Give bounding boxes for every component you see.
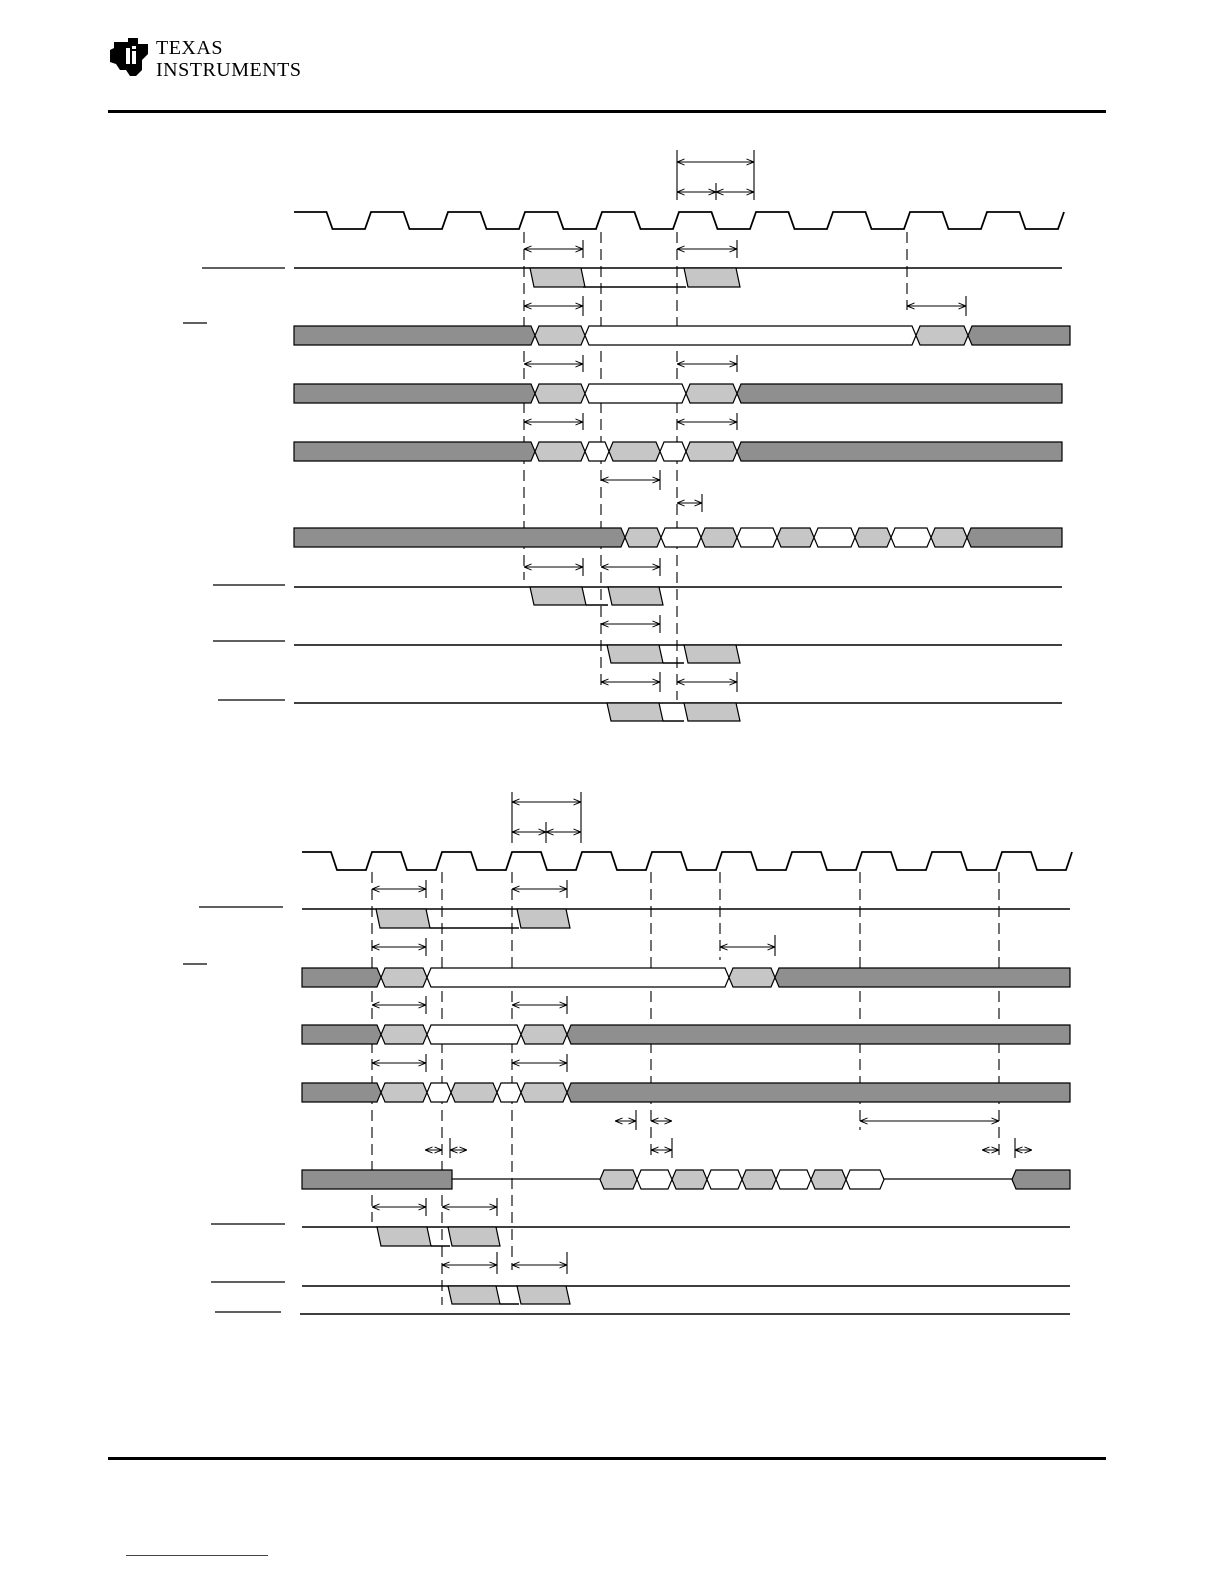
bus-segment xyxy=(302,1083,381,1102)
signal-transition-window xyxy=(684,703,740,721)
bus-segment xyxy=(737,384,1062,403)
bus-segment xyxy=(451,1083,497,1102)
bus-segment xyxy=(381,968,427,987)
upper-bus-signal-2 xyxy=(294,326,1070,345)
bus-segment xyxy=(855,528,891,547)
upper-bus-signal-3 xyxy=(294,384,1062,403)
bus-segment xyxy=(427,968,729,987)
lower-bus-signal-5-start xyxy=(302,1170,452,1189)
bus-segment xyxy=(521,1083,567,1102)
bus-segment xyxy=(916,326,968,345)
lower-signal-6 xyxy=(302,1227,1070,1246)
signal-transition-window xyxy=(530,587,586,605)
upper-bus-signal-4 xyxy=(294,442,1062,461)
upper-signal-8 xyxy=(294,703,1062,721)
bus-segment xyxy=(381,1083,427,1102)
lower-signal-7 xyxy=(302,1286,1070,1304)
lower-signal-1 xyxy=(302,909,1070,928)
bus-segment xyxy=(294,528,625,547)
bus-segment xyxy=(967,528,1062,547)
upper-signal-7 xyxy=(294,645,1062,663)
bus-segment xyxy=(427,1025,521,1044)
bus-segment xyxy=(660,442,686,461)
bus-segment xyxy=(686,442,737,461)
bus-segment xyxy=(609,442,660,461)
bus-segment xyxy=(742,1170,776,1189)
bus-segment xyxy=(427,1083,451,1102)
upper-signal-6 xyxy=(294,587,1062,605)
bus-segment xyxy=(585,442,609,461)
bus-segment xyxy=(294,326,535,345)
bus-segment xyxy=(737,442,1062,461)
bus-segment xyxy=(1012,1170,1070,1189)
bus-segment xyxy=(968,326,1070,345)
clock-waveform xyxy=(294,212,1064,229)
timing-diagram-upper xyxy=(183,150,1070,721)
bus-segment xyxy=(776,1170,811,1189)
bus-segment xyxy=(381,1025,427,1044)
bus-segment xyxy=(777,528,814,547)
signal-transition-window xyxy=(448,1286,500,1304)
bus-segment xyxy=(672,1170,707,1189)
bus-segment xyxy=(294,442,535,461)
bus-segment xyxy=(729,968,775,987)
signal-transition-window xyxy=(684,268,740,287)
bus-segment xyxy=(600,1170,637,1189)
upper-signal-1 xyxy=(294,268,1062,287)
bus-segment xyxy=(846,1170,884,1189)
signal-transition-window xyxy=(377,1227,431,1246)
bus-segment xyxy=(535,326,585,345)
signal-transition-window xyxy=(517,909,570,928)
bus-segment xyxy=(637,1170,672,1189)
lower-bus-signal-5-end xyxy=(1012,1170,1070,1189)
bus-segment xyxy=(625,528,661,547)
bus-segment xyxy=(497,1083,521,1102)
bus-segment xyxy=(585,384,686,403)
clock-waveform xyxy=(302,852,1072,870)
signal-transition-window xyxy=(448,1227,500,1246)
signal-transition-window xyxy=(684,645,740,663)
signal-transition-window xyxy=(608,587,663,605)
company-name-line2: INSTRUMENTS xyxy=(156,59,302,81)
bus-segment xyxy=(294,384,535,403)
bus-segment xyxy=(521,1025,567,1044)
bus-segment xyxy=(811,1170,846,1189)
signal-transition-window xyxy=(530,268,585,287)
bus-segment xyxy=(814,528,855,547)
bus-segment xyxy=(567,1025,1070,1044)
bus-segment xyxy=(302,968,381,987)
bus-segment xyxy=(661,528,701,547)
lower-bus-signal-4 xyxy=(302,1083,1070,1102)
bus-segment xyxy=(585,326,916,345)
lower-bus-signal-5-data xyxy=(600,1170,884,1189)
bus-segment xyxy=(567,1083,1070,1102)
bus-segment xyxy=(302,1170,452,1189)
bus-segment xyxy=(535,384,585,403)
timing-diagram-lower xyxy=(183,792,1072,1314)
bus-segment xyxy=(707,1170,742,1189)
company-name-line1: TEXAS xyxy=(156,37,223,59)
bus-segment xyxy=(686,384,737,403)
signal-transition-window xyxy=(376,909,430,928)
bus-segment xyxy=(775,968,1070,987)
bus-segment xyxy=(931,528,967,547)
bus-segment xyxy=(891,528,931,547)
signal-transition-window xyxy=(517,1286,570,1304)
upper-bus-signal-5 xyxy=(294,528,1062,547)
bus-segment xyxy=(737,528,777,547)
bus-segment xyxy=(302,1025,381,1044)
signal-transition-window xyxy=(607,645,663,663)
bus-segment xyxy=(535,442,585,461)
lower-bus-signal-3 xyxy=(302,1025,1070,1044)
signal-transition-window xyxy=(607,703,663,721)
bus-segment xyxy=(701,528,737,547)
lower-bus-signal-2 xyxy=(302,968,1070,987)
